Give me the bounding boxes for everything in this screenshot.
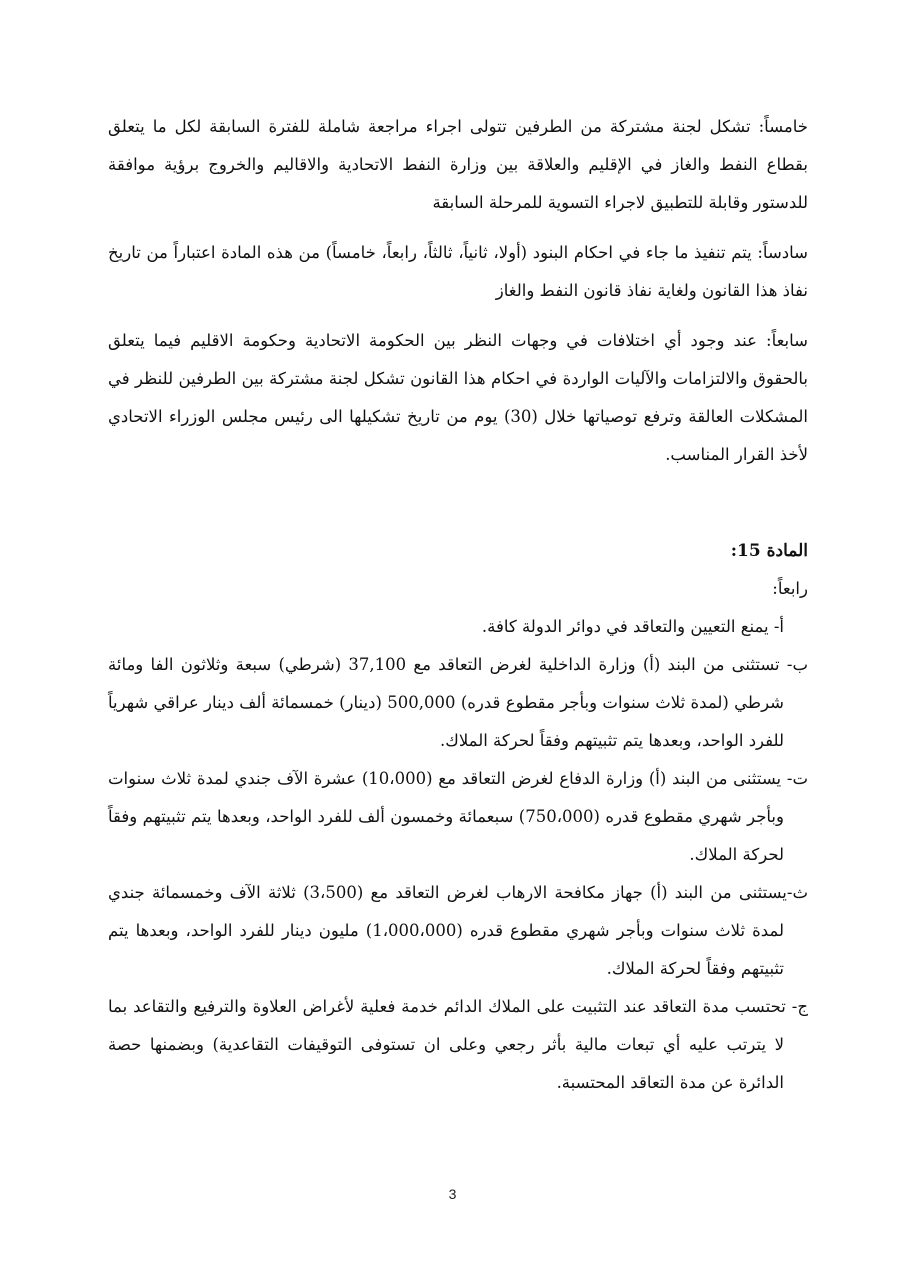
document-page bbox=[108, 108, 808, 1102]
list-item: ج- تحتسب مدة التعاقد عند التثبيت على الملاك الدائم خدمة فعلية لأغراض العلاوة والترفيع والتقاعد بما لا يترتب عليه أي تبعات مالية بأثر رجعي وعلى ان تستوفى التوقيفات التقاعدية) وبضمنها حصة الدائرة عن مدة التعاقد المحتسبة. bbox=[108, 997, 808, 1092]
list-item: أ- يمنع التعيين والتعاقد في دوائر الدولة كافة. bbox=[481, 617, 784, 636]
page-number: 3 bbox=[448, 1186, 457, 1202]
paragraph-sixth: سادساً: يتم تنفيذ ما جاء في احكام البنود (أولا، ثانياً، ثالثاً، رابعاً، خامساً) من هذه المادة اعتباراً من تاريخ نفاذ هذا القانون ولغاية نفاذ قانون النفط والغاز bbox=[108, 243, 808, 300]
paragraph-seventh: سابعاً: عند وجود أي اختلافات في وجهات النظر بين الحكومة الاتحادية وحكومة الاقليم فيما يتعلق بالحقوق والالتزامات والآليات الواردة في احكام هذا القانون تشكل لجنة مشتركة بين الطرفين للنظر في المشكلات العالقة وترفع توصياتها خلال (30) يوم من تاريخ تشكيلها الى رئيس مجلس الوزراء الاتحادي لأخذ القرار المناسب. bbox=[108, 331, 808, 464]
article-subtitle: رابعاً: bbox=[772, 579, 808, 598]
list-item: ت- يستثنى من البند (أ) وزارة الدفاع لغرض التعاقد مع (10،000) عشرة الآف جندي لمدة ثلاث سنوات وبأجر شهري مقطوع قدره (750،000) سبعمائة وخمسون ألف للفرد الواحد، وبعدها يتم تثبيتهم وفقاً لحركة الملاك. bbox=[108, 769, 808, 864]
list-item: ث-يستثنى من البند (أ) جهاز مكافحة الارهاب لغرض التعاقد مع (3،500) ثلاثة الآف وخمسمائة جندي لمدة ثلاث سنوات وبأجر شهري مقطوع قدره (1،000،000) مليون دينار للفرد الواحد، وبعدها يتم تثبيتهم وفقاً لحركة الملاك. bbox=[108, 883, 808, 978]
paragraph-fifth: خامساً: تشكل لجنة مشتركة من الطرفين تتولى اجراء مراجعة شاملة للفترة السابقة لكل ما يتعلق بقطاع النفط والغاز في الإقليم والعلاقة بين وزارة النفط الاتحادية والاقاليم والخروج برؤية موافقة للدستور وقابلة للتطبيق لاجراء التسوية للمرحلة السابقة bbox=[108, 117, 808, 212]
list-item: ب- تستثنى من البند (أ) وزارة الداخلية لغرض التعاقد مع 37,100 (شرطي) سبعة وثلاثون الفا ومائة شرطي (لمدة ثلاث سنوات وبأجر مقطوع قدره) 500,000 (دينار) خمسمائة ألف دينار عراقي شهرياً للفرد الواحد، وبعدها يتم تثبيتهم وفقاً لحركة الملاك. bbox=[108, 655, 808, 750]
article-title: المادة 15: bbox=[730, 541, 808, 561]
